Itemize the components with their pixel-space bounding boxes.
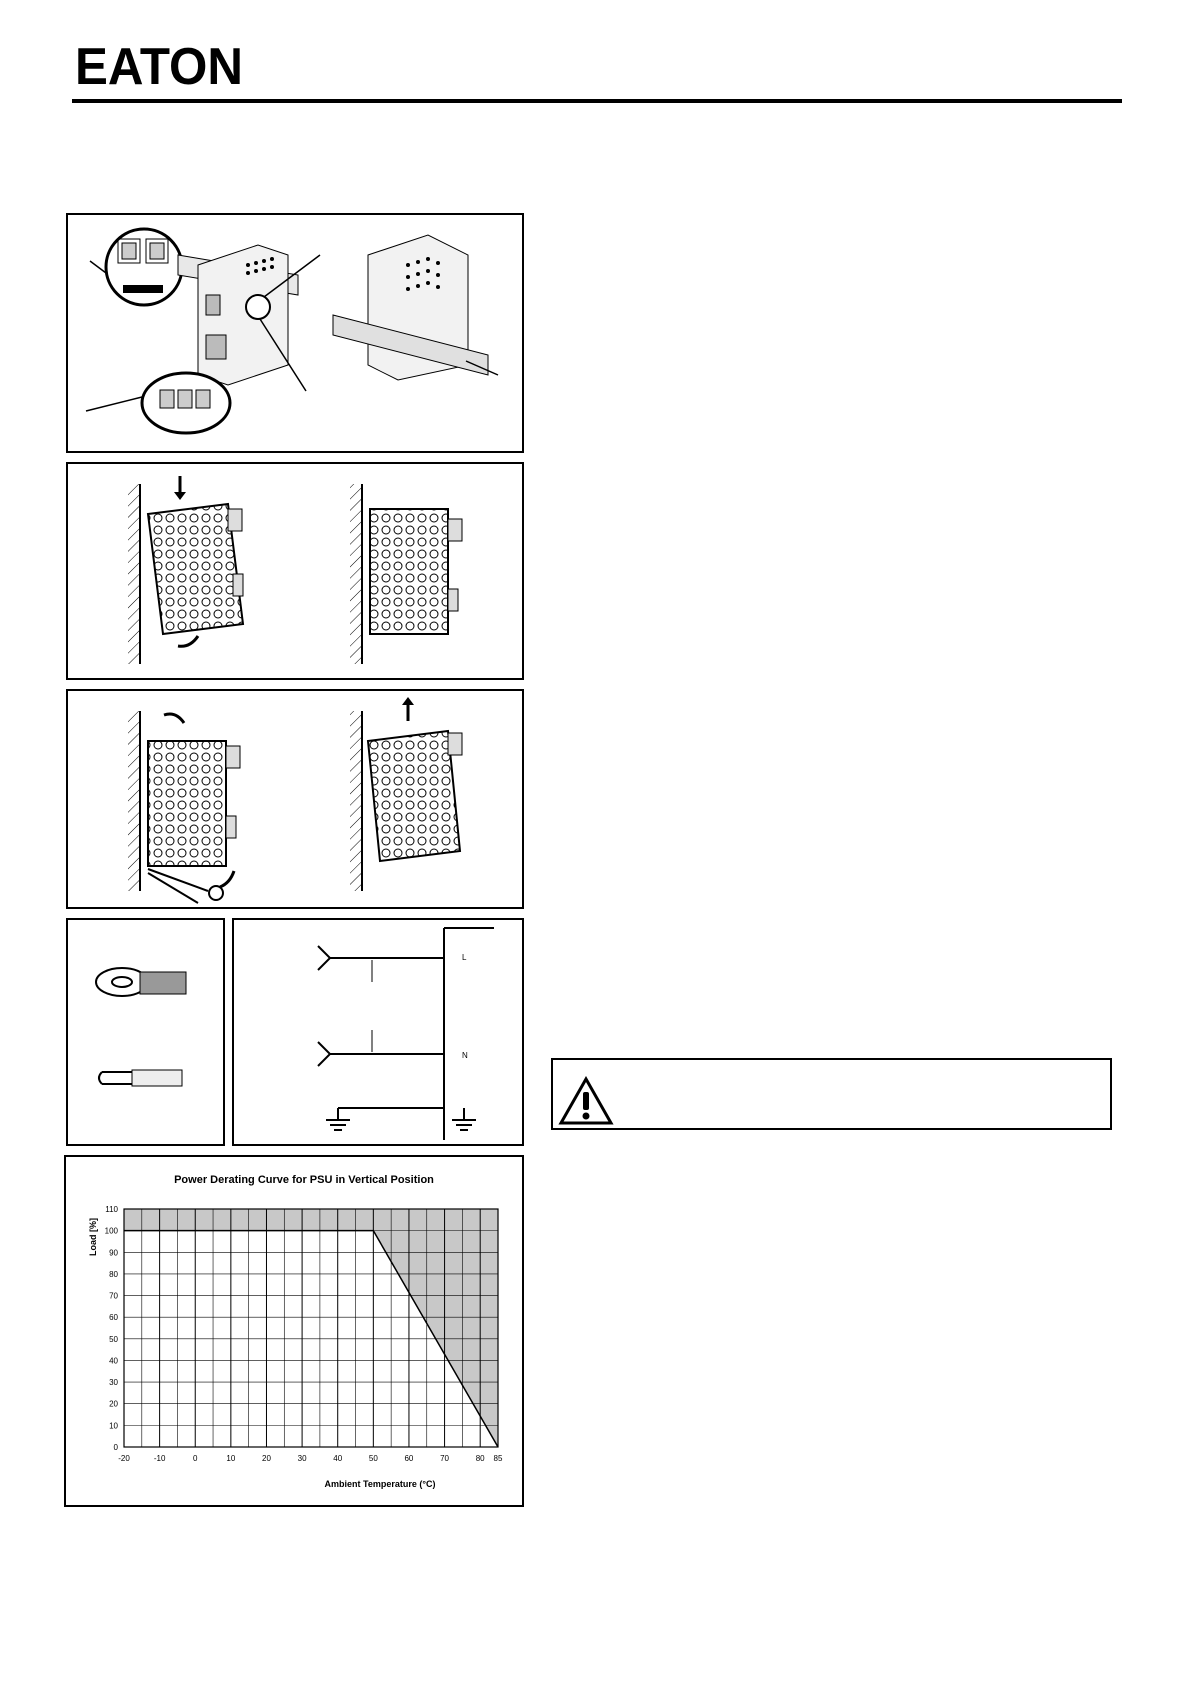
- chart-y-tick-label: 60: [109, 1313, 118, 1323]
- chart-x-tick-label: 70: [440, 1454, 450, 1463]
- warning-triangle-icon: [558, 1076, 614, 1126]
- header-rule: [72, 99, 1122, 103]
- chart-x-tick-label: -10: [153, 1454, 166, 1463]
- chart-y-tick-label: 110: [105, 1205, 118, 1214]
- chart-x-tick-label: 20: [262, 1454, 271, 1463]
- product-overview-figure: [66, 213, 524, 453]
- derating-chart: [66, 1157, 522, 1505]
- chart-y-tick-label: 100: [104, 1226, 118, 1236]
- chart-x-axis-label: Ambient Temperature (°C): [324, 1479, 436, 1489]
- eaton-logo: [75, 40, 245, 88]
- chart-y-tick-label: 20: [109, 1399, 118, 1409]
- chart-x-tick-label: 80: [475, 1454, 485, 1463]
- cable-terminals-illustration: [68, 920, 223, 1144]
- chart-x-tick-label: 50: [368, 1454, 378, 1463]
- terminal-n-label: N: [462, 1051, 468, 1060]
- warning-box: [551, 1058, 1112, 1130]
- chart-y-tick-label: 70: [109, 1291, 118, 1301]
- chart-x-tick-label: 10: [226, 1454, 236, 1463]
- chart-x-tick-label: -20: [118, 1454, 130, 1463]
- chart-y-tick-label: 50: [109, 1334, 118, 1344]
- mounting-illustration: [68, 464, 522, 678]
- dismounting-figure: [66, 689, 524, 909]
- mounting-figure: [66, 462, 524, 680]
- chart-y-axis-label: Load [%]: [88, 1218, 98, 1256]
- chart-x-tick-label: 60: [404, 1454, 414, 1463]
- terminal-l-label: L: [462, 953, 467, 962]
- chart-y-tick-label: 30: [109, 1378, 118, 1388]
- chart-x-tick-label: 0: [193, 1454, 198, 1463]
- wiring-diagram: [232, 918, 524, 1146]
- chart-shaded-area: [124, 1209, 498, 1447]
- logo-text: EATON: [75, 40, 243, 88]
- dismounting-illustration: [68, 691, 522, 907]
- chart-x-tick-label: 85: [493, 1454, 503, 1463]
- chart-y-tick-label: 0: [113, 1443, 118, 1452]
- chart-y-tick-label: 80: [109, 1269, 118, 1279]
- chart-y-tick-label: 40: [109, 1356, 118, 1366]
- wiring-diagram-svg: [234, 920, 522, 1144]
- product-overview-illustration: [68, 215, 522, 451]
- cable-terminals-figure: [66, 918, 225, 1146]
- chart-y-tick-label: 10: [109, 1421, 118, 1431]
- chart-x-tick-label: 30: [297, 1454, 307, 1463]
- chart-y-tick-label: 90: [109, 1248, 118, 1258]
- chart-title: Power Derating Curve for PSU in Vertical Position: [174, 1174, 434, 1186]
- derating-chart-panel: [64, 1155, 524, 1507]
- chart-x-tick-label: 40: [333, 1454, 343, 1463]
